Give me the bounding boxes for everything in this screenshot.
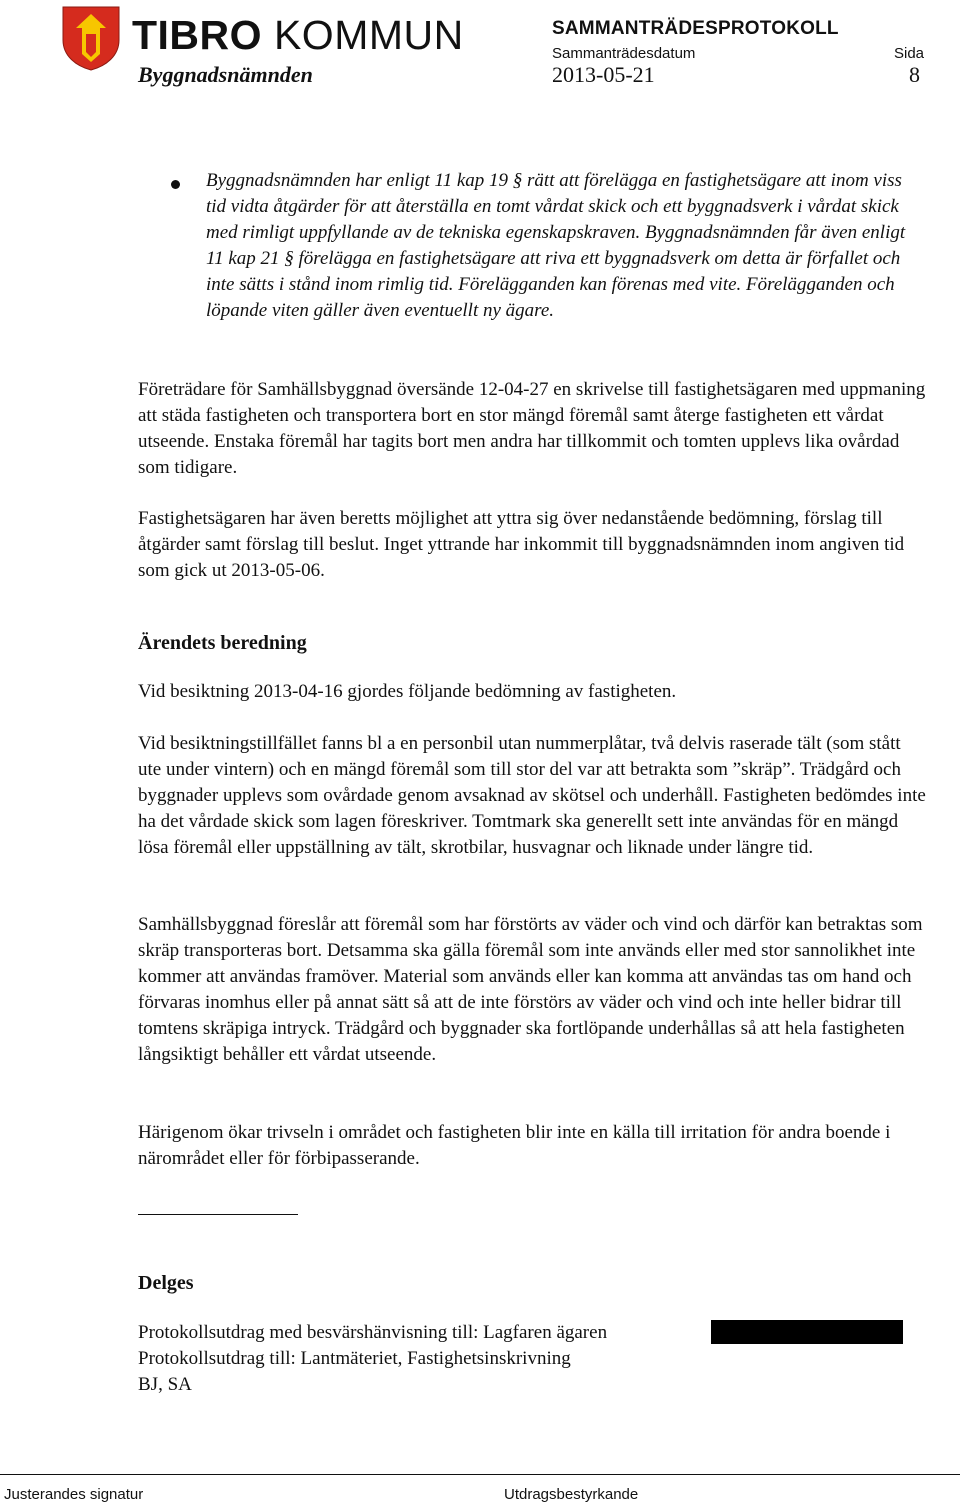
paragraph-3: Vid besiktning 2013-04-16 gjordes följande bedömning av fastigheten. [138, 681, 677, 702]
bullet-text: Byggnadsnämnden har enligt 11 kap 19 § rätt att förelägga en fastighetsägare att inom viss tid vidta åtgärder för att återställa en tomt vårdat skick och ett byggnadsverk i vårdat skick med rimligt uppfyllande av de tekniska egenskapskraven. Byggnadsnämnden får även enligt 11 kap 21 § förelägga en fastighetsägare att riva ett byggnadsverk om detta är förfallet och inte sätts i stånd inom rimlig tid. Förelägganden kan förenas med vite. Förelägganden och löpande viten gäller även eventuellt ny ägare. [206, 170, 906, 321]
paragraph-4: Vid besiktningstillfället fanns bl a en personbil utan nummerplåtar, två delvis raserade tält (som stått ute under vintern) och en mängd föremål som till stor del var att betrakta som ”skräp”. Trädgård och byggnader upplevs som ovårdade genom avsaknad av skötsel och underhåll. Fastigheten bedömdes inte ha det vårdade skick som lagen föreskriver. Tomtmark ska generellt sett inte användas för en mängd lösa föremål eller uppställning av tält, skrotbilar, husvagnar och liknade under längre tid. [138, 733, 926, 858]
committee-name: Byggnadsnämnden [138, 62, 313, 87]
delges-line: BJ, SA [138, 1374, 192, 1395]
paragraph-5: Samhällsbyggnad föreslår att föremål som har förstörts av väder och vind och därför kan betraktas som skräp transporteras bort. Detsamma ska gälla föremål som inte används eller med stor sannolikhet inte kommer att användas framöver. Material som används eller kan komma att användas tas om hand och förvaras inomhus eller på annat sätt så att de inte förstörs av väder och vind och inte heller bidrar till tomtens skräpiga intryck. Trädgård och byggnader ska fortlöpande underhållas så att hela fastigheten långsiktigt behåller ett vårdat utseende. [138, 914, 923, 1065]
separator-line [138, 1214, 298, 1215]
footer-attestation-label: Utdragsbestyrkande [504, 1486, 639, 1503]
footer-rule [0, 1474, 960, 1475]
redaction-box [711, 1320, 903, 1344]
paragraph-2: Fastighetsägaren har även beretts möjlighet att yttra sig över nedanstående bedömning, förslag till åtgärder samt förslag till beslut. Inget yttrande har inkommit till byggnadsnämnden inom angiven tid som gick ut 2013-05-06. [138, 508, 905, 581]
org-name [132, 12, 464, 59]
date-value: 2013-05-21 [552, 62, 655, 87]
document-title: SAMMANTRÄDESPROTOKOLL [552, 18, 839, 39]
footer-signature-label: Justerandes signatur [4, 1486, 144, 1503]
shield-emblem-icon [60, 4, 122, 72]
page-number: 8 [909, 62, 920, 87]
date-label: Sammanträdesdatum [552, 45, 696, 62]
org-name-bold: TIBRO [132, 12, 263, 58]
delges-heading: Delges [138, 1272, 194, 1294]
delges-line: Protokollsutdrag till: Lantmäteriet, Fastighetsinskrivning [138, 1348, 571, 1369]
delges-line: Protokollsutdrag med besvärshänvisning till: Lagfaren ägaren [138, 1322, 608, 1343]
page-label: Sida [894, 45, 925, 62]
bullet-point [171, 180, 180, 189]
org-name-light: KOMMUN [273, 12, 464, 58]
paragraph-6: Härigenom ökar trivseln i området och fastigheten blir inte en källa till irritation för andra boende i närområdet eller för förbipasserande. [138, 1122, 891, 1169]
paragraph-1: Företrädare för Samhällsbyggnad översände 12-04-27 en skrivelse till fastighetsägaren med uppmaning att städa fastigheten och transportera bort en stor mängd föremål samt återge fastigheten ett vårdat utseende. Enstaka föremål har tagits bort men andra har tillkommit och tomten upplevs lika ovårdad som tidigare. [138, 379, 926, 478]
section-heading: Ärendets beredning [138, 632, 307, 654]
